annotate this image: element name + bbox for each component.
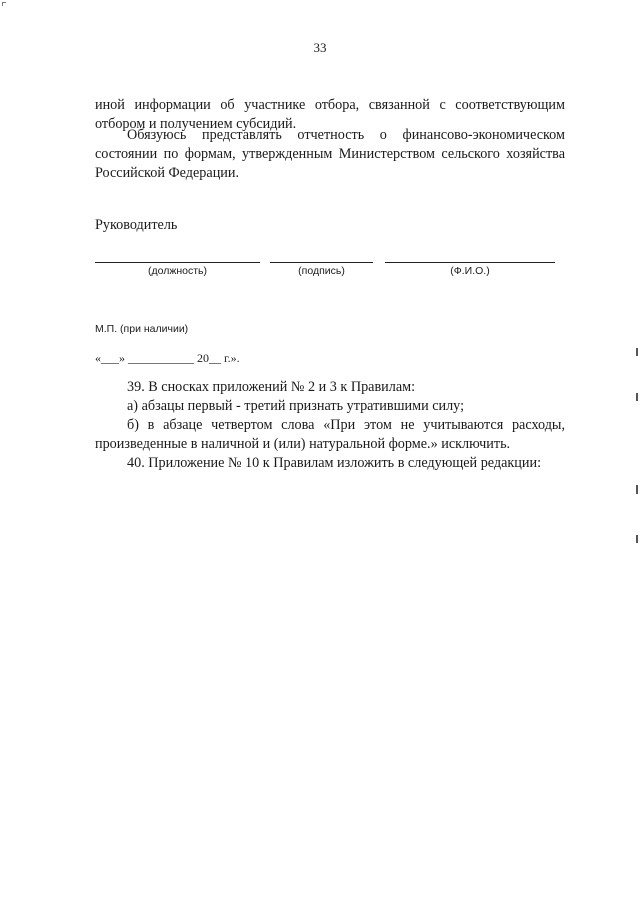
page-number: 33 bbox=[313, 40, 327, 55]
item-39: 39. В сносках приложений № 2 и 3 к Правилам: bbox=[127, 379, 416, 395]
name-caption: (Ф.И.О.) bbox=[450, 265, 490, 277]
item-40: 40. Приложение № 10 к Правилам изложить в следующей редакции: bbox=[127, 455, 542, 471]
paragraph-consent-continuation: иной информации об участнике отбора, связанной с соответствующим отбором и получением субсидий. bbox=[95, 97, 565, 132]
name-line bbox=[385, 262, 555, 263]
paragraph-reporting-obligation: Обязуюсь представлять отчетность о финансово-экономическом состоянии по формам, утвержденным Министерством сельского хозяйства Российской Федерации. bbox=[95, 127, 565, 181]
signature-caption: (подпись) bbox=[298, 265, 345, 277]
scan-corner-mark bbox=[2, 2, 6, 6]
scan-edge-mark bbox=[636, 393, 638, 401]
item-39-a: а) абзацы первый - третий признать утратившими силу; bbox=[127, 398, 465, 414]
date-line: «___» ___________ 20__ г.». bbox=[95, 351, 240, 365]
head-label: Руководитель bbox=[95, 217, 178, 233]
scan-edge-mark bbox=[636, 485, 638, 494]
scan-edge-mark bbox=[636, 348, 638, 356]
position-caption: (должность) bbox=[147, 265, 208, 277]
item-39-b: б) в абзаце четвертом слова «При этом не учитываются расходы, произведенные в наличной и (или) натуральной форме.» исключить. bbox=[95, 417, 565, 452]
scan-edge-mark bbox=[636, 535, 638, 543]
stamp-label: М.П. (при наличии) bbox=[95, 323, 189, 335]
signature-line bbox=[270, 262, 373, 263]
position-line bbox=[95, 262, 260, 263]
